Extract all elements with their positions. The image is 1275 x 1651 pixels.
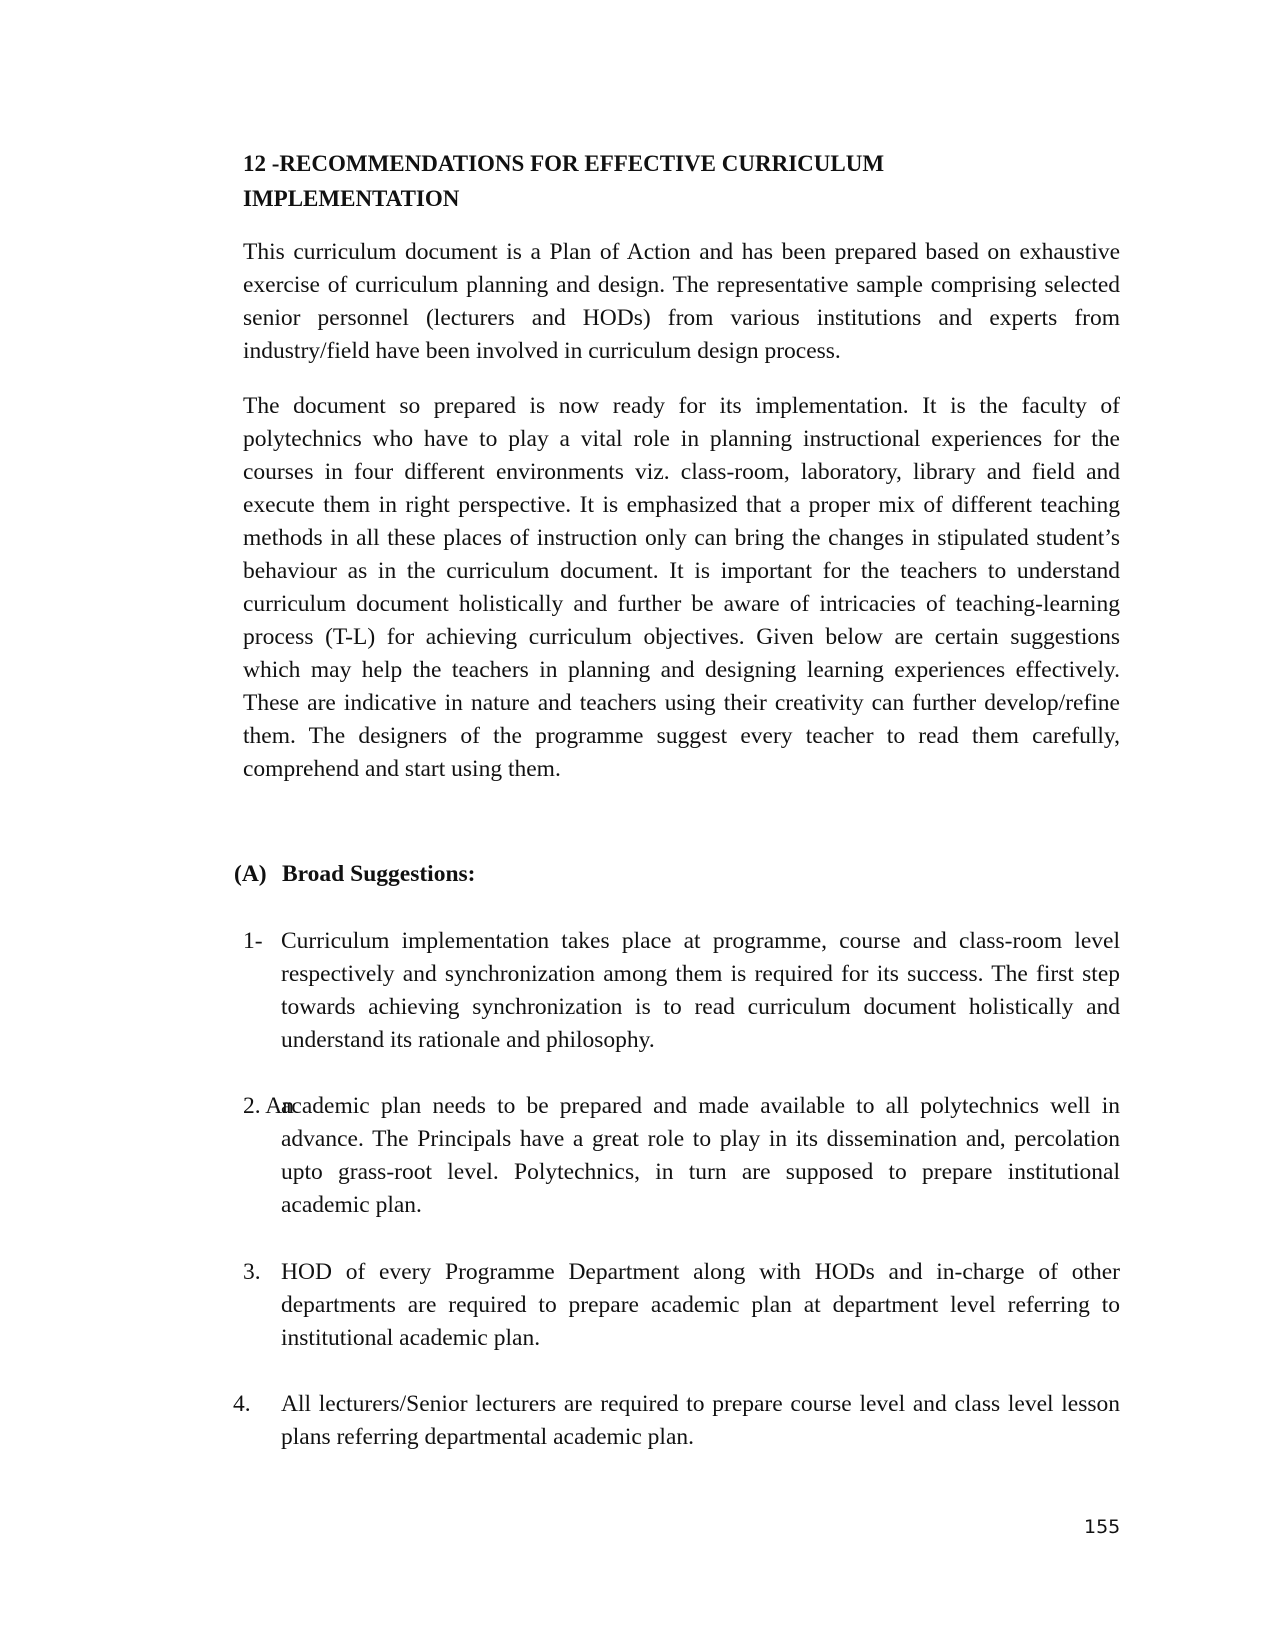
heading-line-2: IMPLEMENTATION bbox=[243, 186, 460, 211]
item-marker: 3. bbox=[243, 1259, 261, 1285]
item-text: academic plan needs to be prepared and made available to all polytechnics well in advance. The Principals have a great role to play in its dissemination and, percolation upto grass-root level. Polytechnics, in turn are supposed to prepare institutional academic plan. bbox=[281, 1093, 1120, 1218]
suggestion-item-4 bbox=[233, 1388, 1120, 1454]
heading-line-1: 12 -RECOMMENDATIONS FOR EFFECTIVE CURRICULUM bbox=[243, 151, 885, 176]
page-number: 155 bbox=[1084, 1516, 1121, 1538]
item-text: HOD of every Programme Department along with HODs and in-charge of other departments are required to prepare academic plan at department level referring to institutional academic plan. bbox=[281, 1259, 1120, 1351]
section-heading bbox=[243, 146, 1123, 216]
suggestion-item-2 bbox=[243, 1090, 1120, 1222]
item-text: Curriculum implementation takes place at programme, course and class-room level respectively and synchronization among them is required for its success. The first step towards achieving synchronization is to read curriculum document holistically and understand its rationale and philosophy. bbox=[281, 928, 1120, 1053]
suggestion-item-1 bbox=[243, 925, 1120, 1057]
item-marker: 2. An bbox=[243, 1093, 294, 1119]
item-text: All lecturers/Senior lecturers are required to prepare course level and class level lesson plans referring departmental academic plan. bbox=[281, 1391, 1120, 1450]
intro-paragraph: This curriculum document is a Plan of Action and has been prepared based on exhaustive exercise of curriculum planning and design. The representative sample comprising selected senior personnel (lecturers and HODs) from various institutions and experts from industry/field have been involved in curriculum design process. bbox=[243, 239, 1120, 364]
suggestion-item-3 bbox=[243, 1256, 1120, 1355]
item-marker: 1- bbox=[243, 928, 263, 954]
subsection-marker: (A) bbox=[234, 861, 267, 887]
item-marker: 4. bbox=[233, 1391, 251, 1417]
broad-suggestions-heading bbox=[234, 858, 476, 891]
implementation-paragraph: The document so prepared is now ready for its implementation. It is the faculty of polytechnics who have to play a vital role in planning instructional experiences for the courses in four different environments viz. class-room, laboratory, library and field and execute them in right perspective. It is emphasized that a proper mix of different teaching methods in all these places of instruction only can bring the changes in stipulated student’s behaviour as in the curriculum document. It is important for the teachers to understand curriculum document holistically and further be aware of intricacies of teaching-learning process (T-L) for achieving curriculum objectives. Given below are certain suggestions which may help the teachers in planning and designing learning experiences effectively. These are indicative in nature and teachers using their creativity can further develop/refine them. The designers of the programme suggest every teacher to read them carefully, comprehend and start using them. bbox=[243, 393, 1120, 782]
subsection-title: Broad Suggestions: bbox=[282, 861, 476, 887]
